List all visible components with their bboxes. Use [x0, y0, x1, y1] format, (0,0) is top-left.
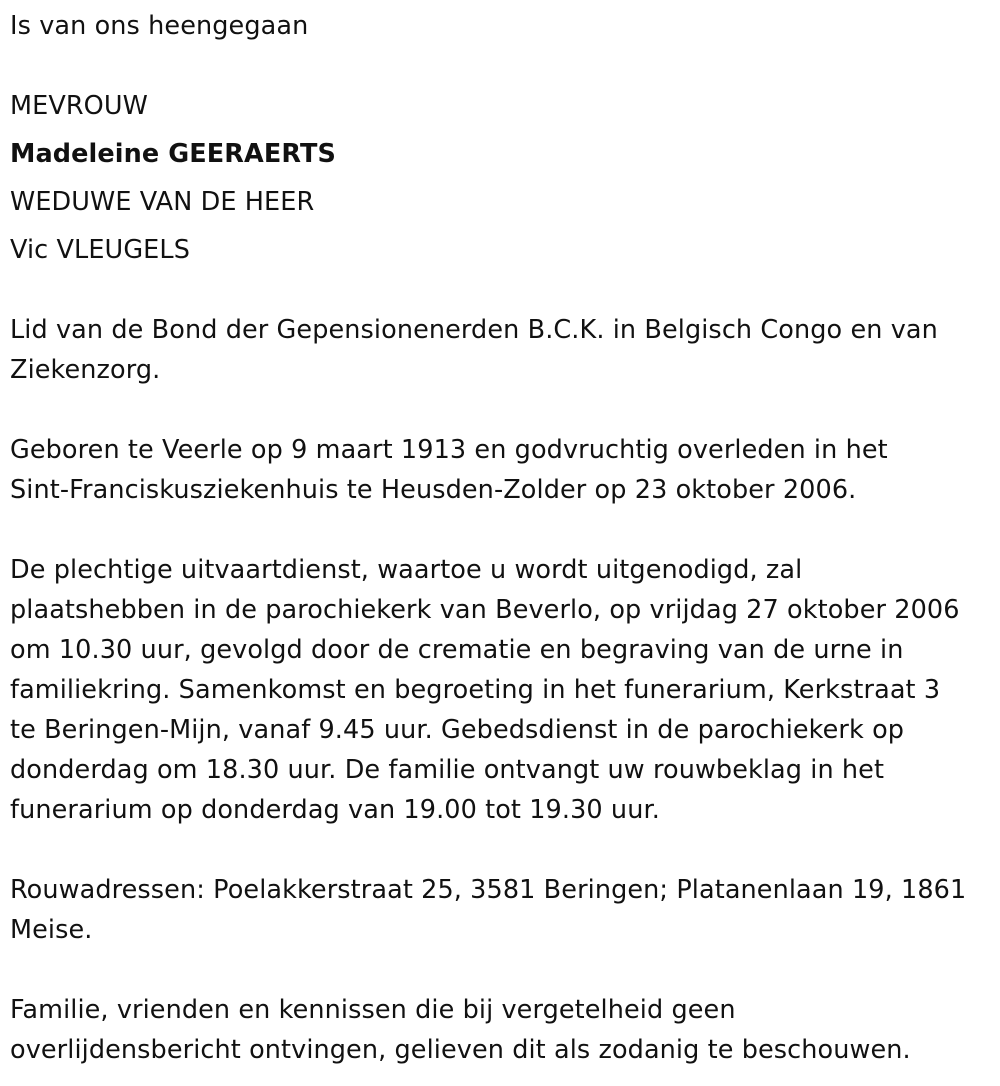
spacer	[10, 390, 990, 430]
funeral-line: familiekring. Samenkomst en begroeting in het funerarium, Kerkstraat 3	[10, 675, 941, 705]
closing-line: overlijdensbericht ontvingen, gelieven dit als zodanig te beschouwen.	[10, 1035, 911, 1065]
salutation: MEVROUW	[10, 91, 148, 121]
funeral-paragraph	[10, 550, 990, 830]
spacer	[10, 270, 990, 310]
widow-of-label: WEDUWE VAN DE HEER	[10, 187, 315, 217]
funeral-line: donderdag om 18.30 uur. De familie ontvangt uw rouwbeklag in het	[10, 755, 885, 785]
funeral-line: te Beringen-Mijn, vanaf 9.45 uur. Gebedsdienst in de parochiekerk op	[10, 715, 905, 745]
funeral-line: De plechtige uitvaartdienst, waartoe u wordt uitgenodigd, zal	[10, 555, 803, 585]
membership-line: Lid van de Bond der Gepensionenerden B.C.K. in Belgisch Congo en van	[10, 315, 938, 345]
spacer	[10, 46, 990, 86]
addresses-paragraph	[10, 870, 990, 950]
closing-line: Familie, vrienden en kennissen die bij vergetelheid geen	[10, 995, 736, 1025]
husband-name: Vic VLEUGELS	[10, 235, 190, 265]
spacer	[10, 950, 990, 990]
deceased-name: Madeleine GEERAERTS	[10, 139, 336, 169]
membership-line: Ziekenzorg.	[10, 355, 161, 385]
funeral-line: funerarium op donderdag van 19.00 tot 19.30 uur.	[10, 795, 660, 825]
intro-line: Is van ons heengegaan	[10, 11, 309, 41]
addresses-line: Meise.	[10, 915, 93, 945]
closing-paragraph	[10, 990, 990, 1070]
birth-death-paragraph	[10, 430, 990, 510]
birth-death-line: Sint-Franciskusziekenhuis te Heusden-Zolder op 23 oktober 2006.	[10, 475, 857, 505]
funeral-line: om 10.30 uur, gevolgd door de crematie en begraving van de urne in	[10, 635, 904, 665]
funeral-line: plaatshebben in de parochiekerk van Beverlo, op vrijdag 27 oktober 2006	[10, 595, 960, 625]
birth-death-line: Geboren te Veerle op 9 maart 1913 en godvruchtig overleden in het	[10, 435, 888, 465]
spacer	[10, 510, 990, 550]
membership-paragraph	[10, 310, 990, 390]
spacer	[10, 830, 990, 870]
addresses-line: Rouwadressen: Poelakkerstraat 25, 3581 Beringen; Platanenlaan 19, 1861	[10, 875, 967, 905]
